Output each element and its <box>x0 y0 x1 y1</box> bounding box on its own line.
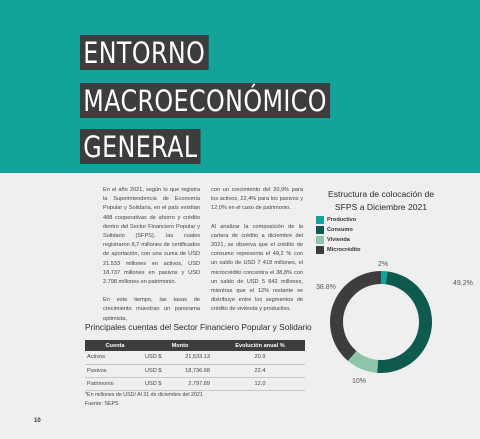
col2-paragraph-1: con un crecimiento del 20,9% para los activos, 22,4% para los pasivos y 12,0% en el caso de patrimonio. <box>211 187 303 212</box>
cell-currency: USD $ <box>145 380 162 387</box>
cell-amount: 2,797.89 <box>188 380 210 387</box>
cell-cuenta: Activos <box>85 351 145 364</box>
cell-currency: USD $ <box>145 367 162 374</box>
footnote-source: Fuente: SEPS <box>85 400 119 407</box>
donut-slice-consumo <box>377 271 432 373</box>
chart-title: Estructura de colocación de SFPS a Diciembre 2021 <box>327 189 435 212</box>
donut-data-label: 49.2% <box>453 280 473 287</box>
cell-amount: 21,533.13 <box>185 354 210 361</box>
col2-paragraph-2: Al analizar la composición de la cartera de crédito a diciembre del 2021, se observa que el crédito de consumo representa el 49,2 % con un saldo de USD 7 418 millones, el microcrédito concentra el 38,8% con un saldo de USD 5 842 millones, mientras que el 12% restante se distribuye entre los segmentos de crédito de vivienda y productivo. <box>211 223 303 313</box>
legend-label: Microcrédito <box>327 247 361 253</box>
title-line-3: GENERAL <box>80 129 201 164</box>
header-monto: Monto <box>145 340 215 351</box>
header-evolucion: Evolución anual % <box>215 340 305 351</box>
cell-currency: USD $ <box>145 354 162 361</box>
col1-paragraph-2: En este tiempo, las tasas de crecimiento muestran un panorama optimista, <box>103 297 200 322</box>
cell-evolucion: 22.4 <box>215 364 305 377</box>
title-line-1: ENTORNO <box>80 35 209 70</box>
donut-data-label: 38.8% <box>316 284 336 291</box>
table-section-title: Principales cuentas del Sector Financiero Popular y Solidario <box>85 322 312 332</box>
cell-evolucion: 20.9 <box>215 351 305 364</box>
cell-cuenta: Patrimonio <box>85 377 145 390</box>
legend-label: Consumo <box>327 227 353 233</box>
page-number: 10 <box>34 418 41 424</box>
legend-label: Productivo <box>327 217 357 223</box>
legend-label: Vivienda <box>327 237 350 243</box>
donut-data-label: 2% <box>377 261 389 268</box>
cell-cuenta: Pasivos <box>85 364 145 377</box>
footnote-units: *En millones de USD/ Al 31 de diciembre del 2021 <box>85 392 203 398</box>
donut-data-label: 10% <box>351 378 367 385</box>
cell-amount: 18,736.68 <box>185 367 210 374</box>
donut-slice-microcrédito <box>330 271 381 361</box>
header-cuenta: Cuenta <box>85 340 145 351</box>
cell-evolucion: 12.0 <box>215 377 305 390</box>
col1-paragraph-1: En el año 2021, según lo que registra la Superintendencia de Economía Popular y Solidaria, en el país existían 488 cooperativas de ahorro y crédito dentro del Sector Financiero Popular y Solidario (SFPS), las cuales registraron 8,7 millones de certificados de aportación, con una suma de USD 21.533 millones en activos, USD 18.737 millones en pasivos y USD 2.798 millones en patrimonio. <box>103 187 200 286</box>
title-line-2: MACROECONÓMICO <box>80 83 330 118</box>
